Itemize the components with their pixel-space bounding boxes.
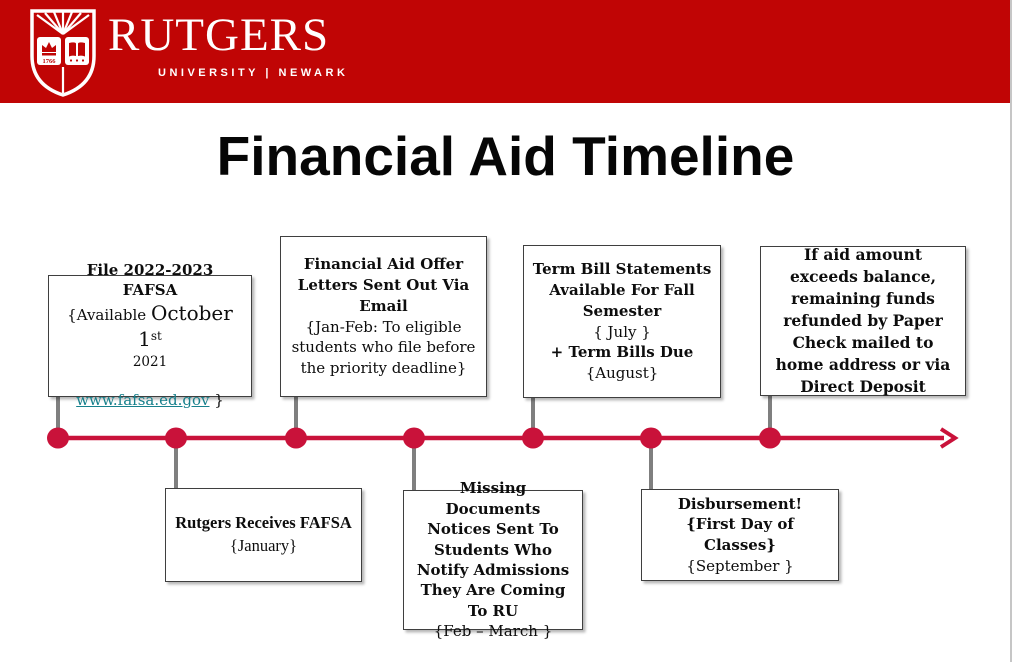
timeline-box-rutgers-receives-fafsa: [165, 488, 362, 582]
text-segment: {Jan-Feb: To eligible students who file before the priority deadline}: [291, 317, 476, 377]
crown-base-icon: [42, 53, 56, 56]
box-text-line: [532, 322, 712, 343]
book-dot-icon: [70, 59, 72, 61]
fafsa-link[interactable]: www.fafsa.ed.gov: [76, 391, 210, 410]
box-text-line: [57, 391, 243, 411]
book-dot-icon: [76, 59, 78, 61]
campus-label: UNIVERSITY | NEWARK: [158, 67, 349, 79]
text-segment: + Term Bills Due: [550, 343, 694, 362]
box-text-line: [174, 535, 353, 558]
box-text-line: [412, 478, 574, 621]
text-segment: October 1: [138, 301, 233, 352]
text-segment: Disbursement!: [677, 494, 803, 513]
box-text-line: [532, 363, 712, 384]
box-text-line: [57, 261, 243, 300]
box-text-line: [650, 494, 830, 515]
timeline-dot: [47, 428, 69, 449]
box-text-line: [412, 621, 574, 641]
text-segment: {September }: [686, 556, 794, 575]
box-text-line: [289, 254, 478, 316]
rutgers-shield-logo: [25, 4, 101, 100]
box-text-line: [650, 556, 830, 577]
book-dot-icon: [82, 59, 84, 61]
book-icon: [69, 42, 76, 56]
timeline-dot: [285, 428, 307, 449]
slide-edge-divider: [1010, 0, 1012, 662]
box-text-line: [650, 514, 830, 555]
book-panel: [65, 37, 89, 65]
text-segment: If aid amount exceeds balance, remaining funds refunded by Paper Check mailed to home address or via Direct Deposit: [775, 245, 951, 396]
text-segment: {Feb – March }: [433, 622, 553, 641]
text-segment: {January}: [229, 536, 298, 555]
text-segment: {First Day of Classes}: [686, 515, 794, 554]
timeline-box-file-fafsa: [48, 261, 252, 410]
timeline-dot: [165, 428, 187, 449]
timeline-dot: [522, 428, 544, 449]
text-segment: Rutgers Receives FAFSA: [175, 513, 352, 533]
timeline-box-term-bills: [523, 245, 721, 398]
box-text-line: [57, 352, 243, 372]
box-text-line: [57, 372, 243, 392]
box-text-line: [532, 342, 712, 363]
text-segment: Missing Documents Notices Sent To Students Who Notify Admissions They Are Coming To RU: [416, 479, 570, 620]
text-segment: Term Bill Statements Available For Fall Semester: [532, 260, 712, 320]
crown-panel: [37, 37, 61, 65]
timeline-box-disbursement: [641, 489, 839, 581]
header-banner: [0, 0, 1011, 103]
text-segment: {August}: [585, 363, 659, 382]
sun-rays-icon: [37, 12, 89, 34]
box-text-line: [57, 300, 243, 352]
text-segment: 2021: [132, 354, 168, 371]
timeline-dot: [640, 428, 662, 449]
timeline-dot: [759, 428, 781, 449]
text-segment: {Available: [67, 306, 151, 325]
box-text-line: [289, 317, 478, 379]
book-icon: [78, 42, 85, 56]
timeline-box-offer-letters: [280, 236, 487, 397]
text-segment: [148, 374, 152, 390]
box-text-line: [532, 259, 712, 321]
timeline-box-missing-documents: [403, 479, 583, 641]
timeline-dot: [403, 428, 425, 449]
box-text-line: [174, 512, 353, 535]
text-segment: File 2022-2023 FAFSA: [86, 261, 214, 299]
shield-year-label: 1766: [42, 58, 56, 65]
text-segment: }: [209, 391, 224, 410]
rutgers-wordmark: RUTGERS: [108, 9, 330, 61]
text-segment: st: [150, 329, 162, 344]
box-text-line: [769, 244, 957, 398]
page-title: Financial Aid Timeline: [216, 125, 795, 187]
text-segment: { July }: [593, 322, 651, 341]
text-segment: Financial Aid Offer Letters Sent Out Via Email: [297, 255, 470, 315]
timeline-box-refund: [760, 246, 966, 396]
